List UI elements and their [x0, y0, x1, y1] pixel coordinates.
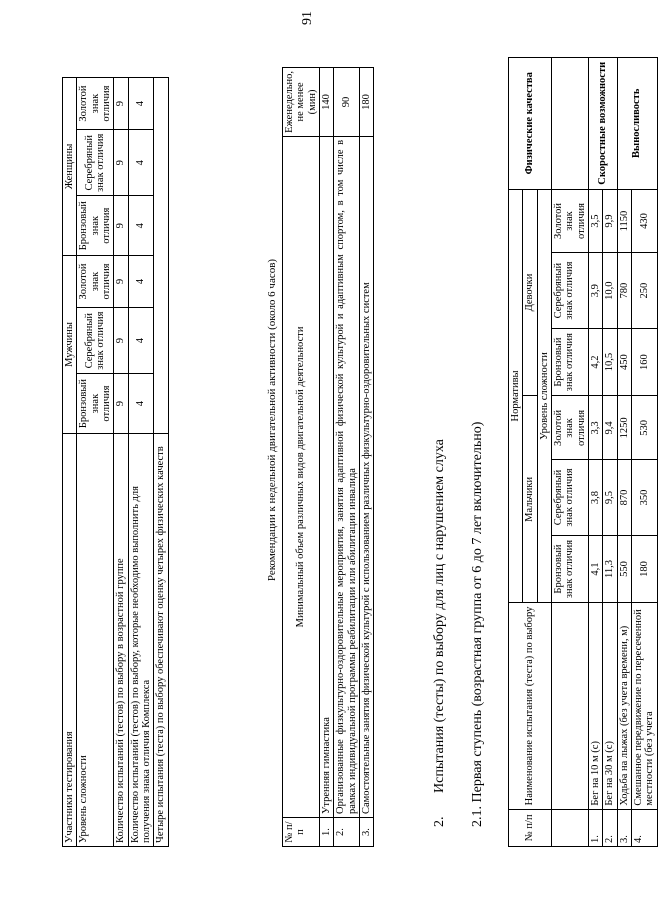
page-number: 91 [300, 11, 315, 25]
empty-cell [154, 78, 168, 434]
participants-header: Участники тестирования [63, 433, 77, 846]
table-cell: 3,3 [588, 396, 602, 460]
table-cell: 9 [114, 130, 128, 196]
boys-header: Мальчики [523, 396, 537, 603]
activity-table-title: Рекомендации к недельной двигательной активности (около 6 часов) [266, 258, 278, 582]
table-cell: 550 [617, 535, 631, 603]
quality-speed: Скоростные возможности [588, 58, 617, 190]
table-cell: 3,5 [588, 189, 602, 253]
table-cell: 4 [128, 196, 154, 256]
row-text: Самостоятельные занятия физической культурой с использованием различных физкультурно-оздоровительных систем [359, 136, 373, 817]
row-text: Утренняя гимнастика [319, 136, 333, 817]
table-cell: 11,3 [603, 535, 617, 603]
test-name: Бег на 10 м (с) [588, 603, 602, 809]
table-row [334, 68, 360, 847]
girls-silver-header: Серебряный знак отличия [551, 253, 588, 328]
table-cell: 870 [617, 460, 631, 535]
row-label: Количество испытаний (тестов) по выбору в возрастной группе [114, 433, 128, 846]
table-cell: 9 [114, 78, 128, 130]
table-cell: 4,2 [588, 328, 602, 396]
table-cell: 4 [128, 374, 154, 434]
table-cell: 10,0 [603, 253, 617, 328]
table-cell: 430 [631, 189, 657, 253]
men-header: Мужчины [63, 255, 77, 433]
table-row [114, 78, 128, 847]
boys-gold-header: Золотой знак отличия [551, 396, 588, 460]
girls-bronze-header: Бронзовый знак отличия [551, 328, 588, 396]
row-number: 4. [631, 809, 657, 846]
norms-table [508, 57, 658, 847]
row-number: 2. [603, 809, 617, 846]
table-cell: 530 [631, 396, 657, 460]
table-cell: 180 [631, 535, 657, 603]
test-name: Ходьба на лыжах (без учета времени, м) [617, 603, 631, 809]
table-cell: 160 [631, 328, 657, 396]
empty-cell [551, 603, 588, 809]
women-bronze-header: Бронзовый знак отличия [77, 196, 114, 256]
table-cell: 9 [114, 374, 128, 434]
difficulty-header: Уровень сложности [77, 433, 114, 846]
row-value: 180 [359, 68, 373, 137]
row-number: 1. [588, 809, 602, 846]
number-header: № п/п [283, 818, 320, 847]
table-cell: 3,9 [588, 253, 602, 328]
test-name: Смешанное передвижение по пересеченной местности (без учета [631, 603, 657, 809]
table-cell: 3,8 [588, 460, 602, 535]
section-heading: Испытания (тесты) по выбору для лиц с нарушением слуха [432, 439, 447, 793]
table-cell: 4 [128, 308, 154, 374]
section-number: 2. [432, 816, 447, 827]
table-row [588, 58, 602, 847]
norms-header: Нормативы [509, 189, 523, 603]
table-cell: 4 [128, 130, 154, 196]
boys-silver-header: Серебряный знак отличия [551, 460, 588, 535]
table-cell: 10,5 [603, 328, 617, 396]
row-value: 90 [334, 68, 360, 137]
table-cell: 4,1 [588, 535, 602, 603]
test-name: Бег на 30 м (с) [603, 603, 617, 809]
number-header: № п/п [509, 809, 552, 846]
empty-cell [551, 58, 588, 190]
girls-gold-header: Золотой знак отличия [551, 189, 588, 253]
men-bronze-header: Бронзовый знак отличия [77, 374, 114, 434]
qualities-header: Физические качества [509, 58, 552, 190]
row-label: Количество испытаний (тестов) по выбору, которые необходимо выполнить для получения знака отличия Комплекса [128, 433, 154, 846]
weekly-activity-table [282, 67, 374, 847]
women-silver-header: Серебряный знак отличия [77, 130, 114, 196]
row-value: 140 [319, 68, 333, 137]
table-cell: 350 [631, 460, 657, 535]
table-cell: 9,9 [603, 189, 617, 253]
testing-requirements-table [62, 77, 169, 847]
row-text: Организованные физкультурно-оздоровительные мероприятия, занятия адаптивной физической культурой и адаптивным спортом, в том числе в рамках индивидуальной программы реабилитации или абилитации инвалида [334, 136, 360, 817]
activity-header: Минимальный объем различных видов двигательной деятельности [283, 136, 320, 817]
row-number: 3. [617, 809, 631, 846]
row-number: 3. [359, 818, 373, 847]
women-header: Женщины [63, 78, 77, 256]
table-cell: 9,4 [603, 396, 617, 460]
difficulty-header: Уровень сложности [537, 189, 551, 603]
table-cell: 1150 [617, 189, 631, 253]
table-cell: 9 [114, 308, 128, 374]
girls-header: Девочки [523, 189, 537, 396]
table-cell: 9 [114, 196, 128, 256]
men-silver-header: Серебряный знак отличия [77, 308, 114, 374]
table-cell: 4 [128, 255, 154, 307]
row-number: 1. [319, 818, 333, 847]
table-cell: 780 [617, 253, 631, 328]
women-gold-header: Золотой знак отличия [77, 78, 114, 130]
weekly-header: Еженедельно, не менее (мин) [283, 68, 320, 137]
table-cell: 9 [114, 255, 128, 307]
boys-bronze-header: Бронзовый знак отличия [551, 535, 588, 603]
table-footer-note: Четыре испытания (теста) по выбору обеспечивают оценку четырех физических качеств [154, 433, 168, 846]
table-row [128, 78, 154, 847]
table-row [617, 58, 631, 847]
table-cell: 4 [128, 78, 154, 130]
quality-endurance: Выносливость [617, 58, 657, 190]
test-name-header: Наименование испытания (теста) по выбору [509, 603, 552, 809]
table-cell: 1250 [617, 396, 631, 460]
empty-cell [551, 809, 588, 846]
table-cell: 250 [631, 253, 657, 328]
men-gold-header: Золотой знак отличия [77, 255, 114, 307]
table-cell: 9,5 [603, 460, 617, 535]
row-number: 2. [334, 818, 360, 847]
table-cell: 450 [617, 328, 631, 396]
table-row [359, 68, 373, 847]
table-row [319, 68, 333, 847]
subsection-heading: 2.1. Первая ступень (возрастная группа от 6 до 7 лет включительно) [470, 421, 485, 827]
